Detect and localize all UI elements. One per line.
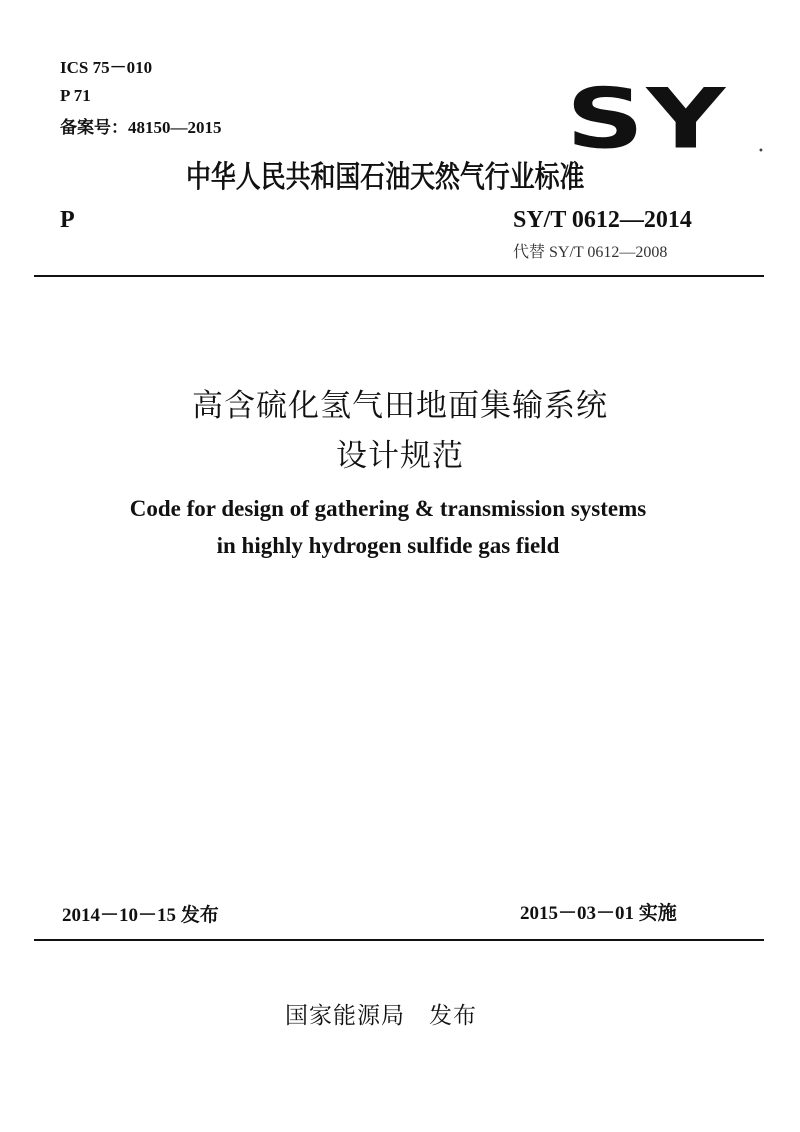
corner-mark: • bbox=[758, 146, 764, 157]
bottom-divider bbox=[34, 939, 764, 941]
ics-code: ICS 75－010 bbox=[60, 58, 153, 77]
sy-logo: SY bbox=[566, 70, 728, 168]
title-english-line-2: in highly hydrogen sulfide gas field bbox=[216, 533, 560, 558]
top-divider bbox=[34, 275, 764, 277]
title-english-line-1: Code for design of gathering & transmission systems bbox=[129, 496, 647, 521]
category-letter: P bbox=[60, 207, 75, 233]
implementation-date: 2015－03－01 实施 bbox=[520, 903, 677, 924]
standard-number: SY/T 0612—2014 bbox=[513, 207, 692, 233]
title-chinese-line-1: 高含硫化氢气田地面集输系统 bbox=[192, 388, 608, 424]
standard-type-heading: 中华人民共和国石油天然气行业标准 bbox=[186, 160, 585, 195]
classification-code: P 71 bbox=[60, 86, 91, 105]
issue-date: 2014－10－15 发布 bbox=[62, 905, 219, 926]
replaces-standard: 代替 SY/T 0612—2008 bbox=[513, 244, 668, 261]
title-chinese-line-2: 设计规范 bbox=[336, 438, 464, 474]
filing-number: 备案号：48150—2015 bbox=[60, 118, 222, 137]
publisher: 国家能源局 发布 bbox=[285, 1003, 477, 1029]
